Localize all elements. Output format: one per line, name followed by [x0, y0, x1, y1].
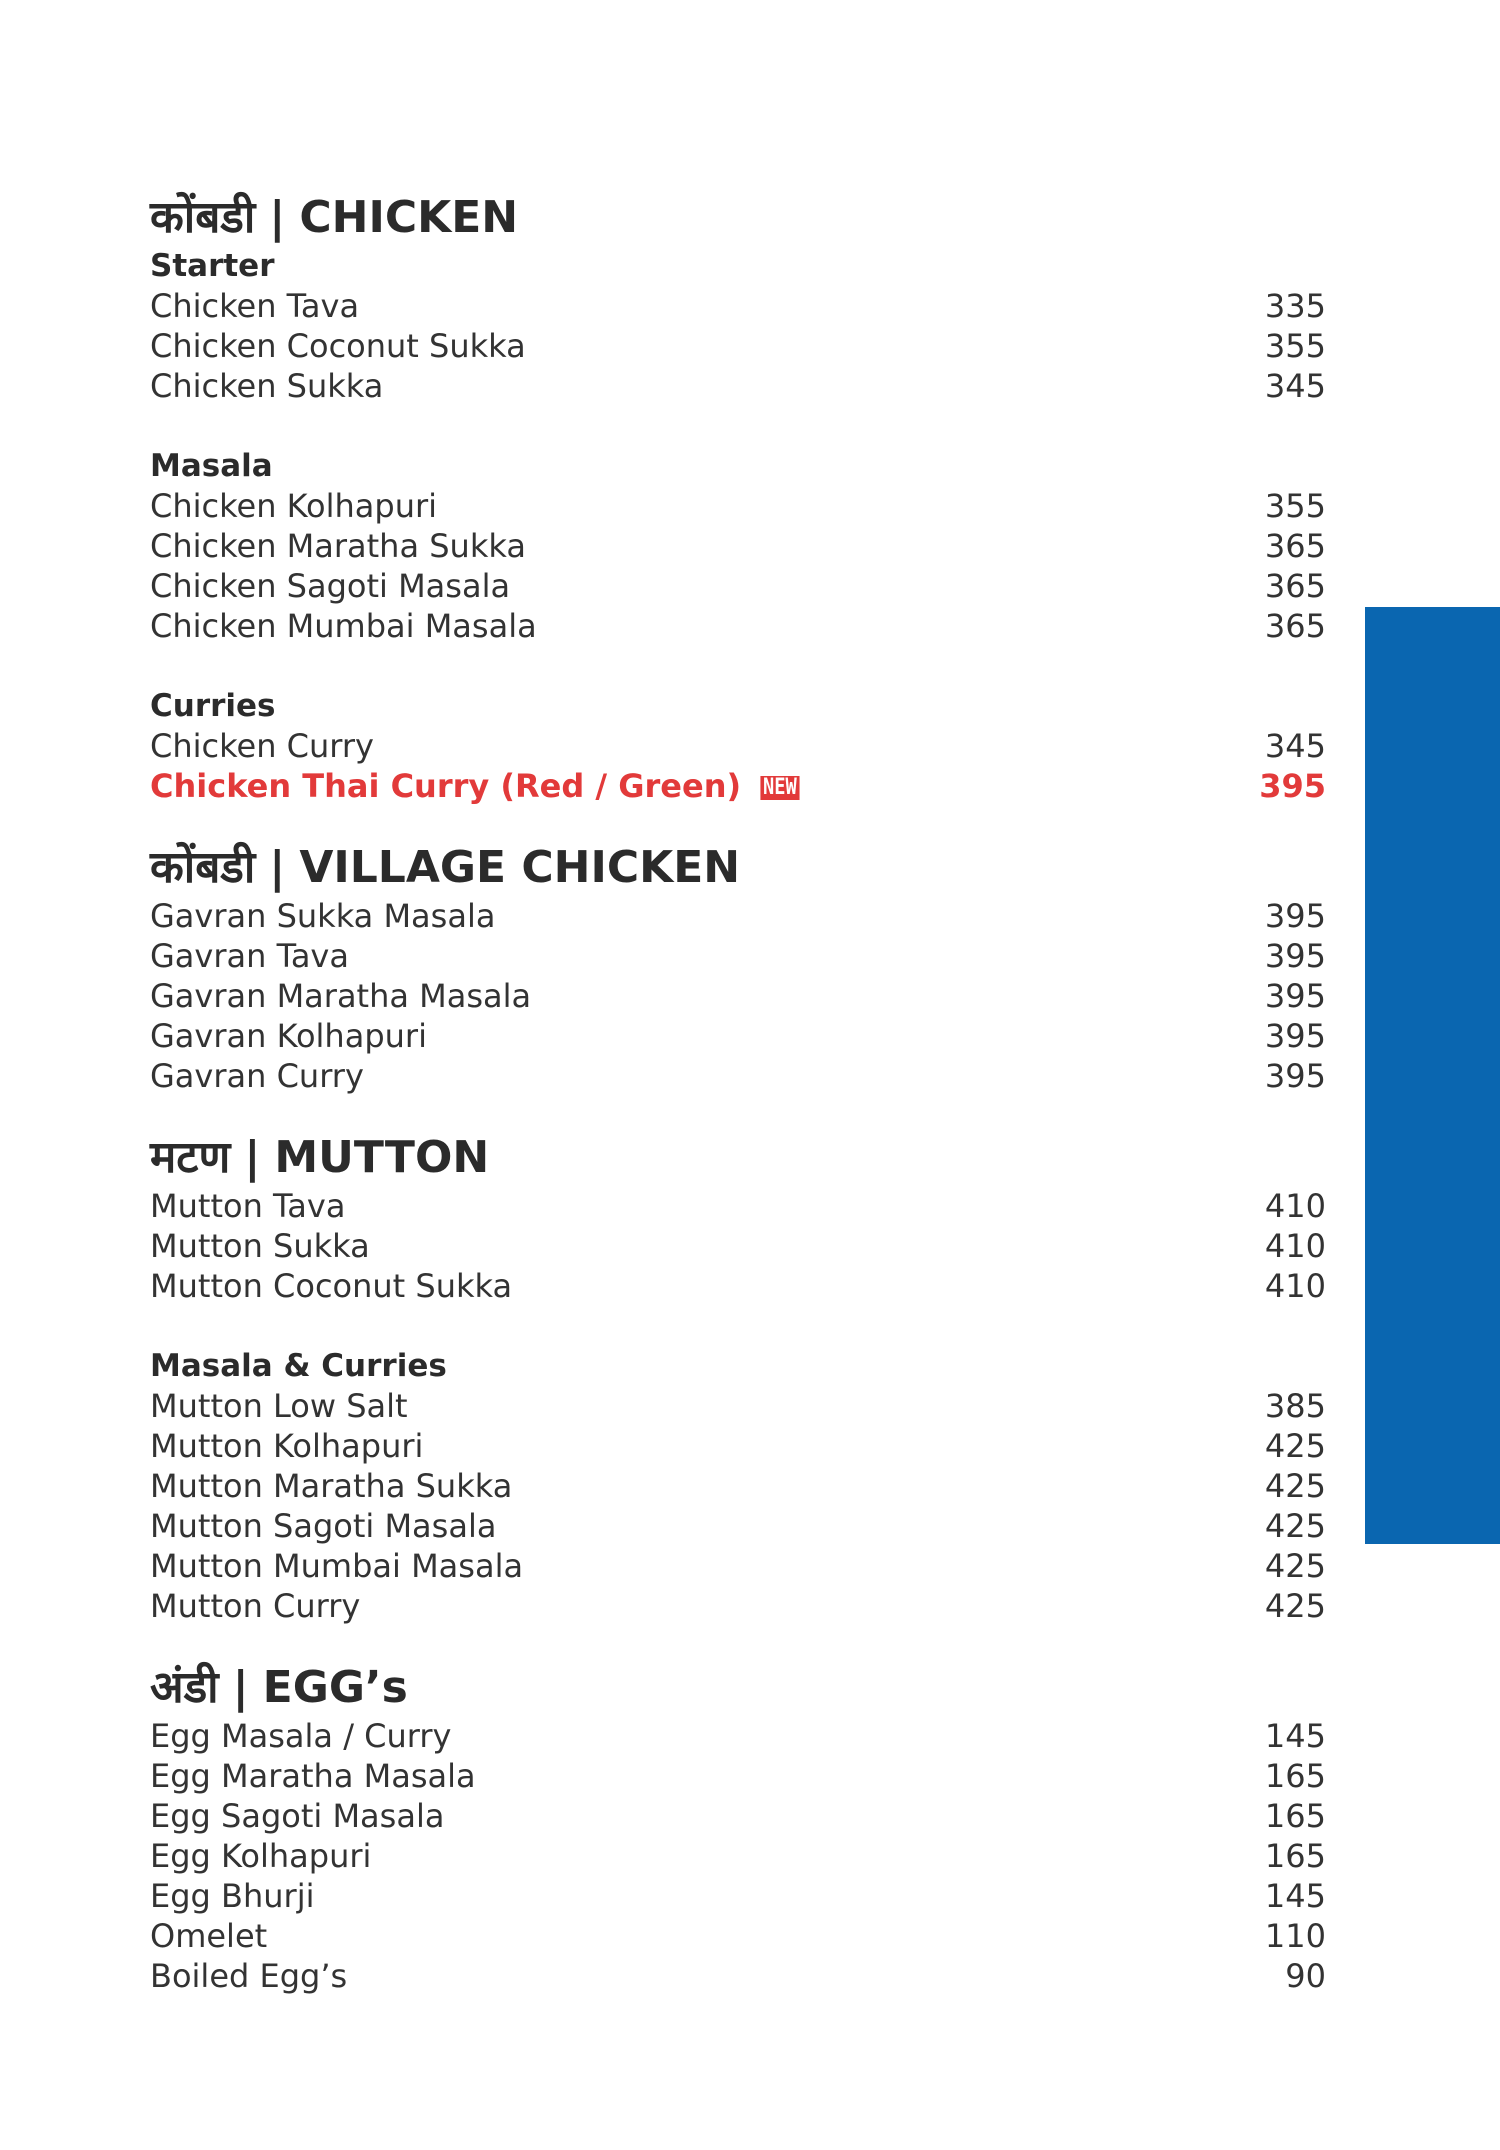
item-name: Chicken Sagoti Masala [150, 567, 511, 605]
item-price: 165 [1264, 1797, 1326, 1835]
item-name: Chicken Sukka [150, 367, 384, 405]
menu-item [150, 286, 1326, 326]
item-name: Chicken Coconut Sukka [150, 327, 526, 365]
section-title-english: MUTTON [274, 1132, 490, 1183]
menu-item [150, 1386, 1326, 1426]
item-price: 345 [1264, 727, 1326, 765]
item-price: 385 [1264, 1387, 1326, 1425]
menu-page [150, 190, 1326, 1996]
item-name: Gavran Sukka Masala [150, 897, 496, 935]
item-name: Mutton Tava [150, 1187, 346, 1225]
section-title-chicken [150, 190, 1326, 246]
item-name: Mutton Mumbai Masala [150, 1547, 524, 1585]
menu-item [150, 1056, 1326, 1096]
item-price: 365 [1264, 527, 1326, 565]
menu-item [150, 606, 1326, 646]
item-name: Mutton Curry [150, 1587, 361, 1625]
item-price: 145 [1264, 1717, 1326, 1755]
section-title-local: कोंबडी [150, 192, 256, 243]
item-name: Chicken Mumbai Masala [150, 607, 537, 645]
menu-item [150, 1916, 1326, 1956]
item-name: Mutton Low Salt [150, 1387, 408, 1425]
menu-item [150, 326, 1326, 366]
section-title-separator: | [232, 1662, 249, 1713]
item-name: Chicken Thai Curry (Red / Green) [150, 767, 742, 805]
item-name: Chicken Curry [150, 727, 374, 765]
menu-item [150, 936, 1326, 976]
item-price: 355 [1264, 487, 1326, 525]
item-price: 425 [1264, 1427, 1326, 1465]
section-title-mutton [150, 1130, 1326, 1186]
item-name: Mutton Sagoti Masala [150, 1507, 497, 1545]
menu-item [150, 976, 1326, 1016]
item-name: Chicken Maratha Sukka [150, 527, 526, 565]
item-price: 90 [1285, 1957, 1326, 1995]
item-price: 345 [1264, 367, 1326, 405]
item-price: 395 [1264, 1057, 1326, 1095]
item-name: Mutton Sukka [150, 1227, 370, 1265]
item-name: Gavran Maratha Masala [150, 977, 532, 1015]
item-price: 365 [1264, 567, 1326, 605]
item-name: Boiled Egg’s [150, 1957, 348, 1995]
section-title-separator: | [244, 1132, 261, 1183]
item-price: 395 [1264, 937, 1326, 975]
menu-item [150, 726, 1326, 766]
item-price: 410 [1264, 1267, 1326, 1305]
section-title-english: VILLAGE CHICKEN [299, 842, 741, 893]
section-title-eggs [150, 1660, 1326, 1716]
item-price: 425 [1264, 1507, 1326, 1545]
item-name: Chicken Tava [150, 287, 360, 325]
item-price: 395 [1264, 897, 1326, 935]
section-title-english: CHICKEN [299, 192, 519, 243]
menu-item [150, 1226, 1326, 1266]
menu-item [150, 1426, 1326, 1466]
menu-item [150, 566, 1326, 606]
item-price: 355 [1264, 327, 1326, 365]
item-price: 110 [1264, 1917, 1326, 1955]
menu-item [150, 1266, 1326, 1306]
item-name: Gavran Tava [150, 937, 349, 975]
menu-item [150, 1506, 1326, 1546]
item-price: 145 [1264, 1877, 1326, 1915]
item-price: 335 [1264, 287, 1326, 325]
menu-item [150, 1586, 1326, 1626]
item-name: Gavran Curry [150, 1057, 364, 1095]
section-title-local: अंडी [150, 1662, 219, 1713]
item-name: Mutton Kolhapuri [150, 1427, 424, 1465]
menu-item [150, 1876, 1326, 1916]
item-price: 425 [1264, 1587, 1326, 1625]
item-price: 425 [1264, 1547, 1326, 1585]
section-title-english: EGG’s [262, 1662, 408, 1713]
item-price: 410 [1264, 1187, 1326, 1225]
item-name: Egg Maratha Masala [150, 1757, 476, 1795]
item-price: 395 [1264, 1017, 1326, 1055]
item-price: 165 [1264, 1757, 1326, 1795]
menu-item [150, 1466, 1326, 1506]
menu-item [150, 526, 1326, 566]
section-title-local: मटण [150, 1132, 231, 1183]
blue-side-tab [1365, 607, 1500, 1544]
item-name: Egg Kolhapuri [150, 1837, 372, 1875]
section-title-separator: | [269, 192, 286, 243]
section-title-local: कोंबडी [150, 842, 256, 893]
group-heading-curries: Curries [150, 688, 276, 724]
section-title-village-chicken [150, 840, 1326, 896]
item-price: 395 [1264, 977, 1326, 1015]
menu-item [150, 1836, 1326, 1876]
item-name: Egg Masala / Curry [150, 1717, 452, 1755]
group-heading-masala-curries: Masala & Curries [150, 1348, 447, 1384]
item-price: 395 [1259, 767, 1326, 805]
item-name: Mutton Coconut Sukka [150, 1267, 513, 1305]
item-name: Omelet [150, 1917, 268, 1955]
item-name: Egg Sagoti Masala [150, 1797, 445, 1835]
item-name: Gavran Kolhapuri [150, 1017, 427, 1055]
menu-item [150, 1796, 1326, 1836]
menu-item [150, 1716, 1326, 1756]
group-heading-starter: Starter [150, 248, 275, 284]
menu-item [150, 366, 1326, 406]
menu-item [150, 1956, 1326, 1996]
item-name-with-badge [150, 766, 803, 806]
menu-item [150, 1546, 1326, 1586]
item-name: Egg Bhurji [150, 1877, 315, 1915]
item-price: 365 [1264, 607, 1326, 645]
menu-item [150, 896, 1326, 936]
menu-item-highlighted [150, 766, 1326, 806]
item-price: 425 [1264, 1467, 1326, 1505]
item-name: Chicken Kolhapuri [150, 487, 438, 525]
menu-item [150, 1186, 1326, 1226]
menu-item [150, 1016, 1326, 1056]
menu-item [150, 486, 1326, 526]
new-badge: NEW [761, 776, 800, 800]
item-price: 165 [1264, 1837, 1326, 1875]
section-title-separator: | [269, 842, 286, 893]
item-price: 410 [1264, 1227, 1326, 1265]
menu-item [150, 1756, 1326, 1796]
group-heading-masala: Masala [150, 448, 273, 484]
item-name: Mutton Maratha Sukka [150, 1467, 513, 1505]
